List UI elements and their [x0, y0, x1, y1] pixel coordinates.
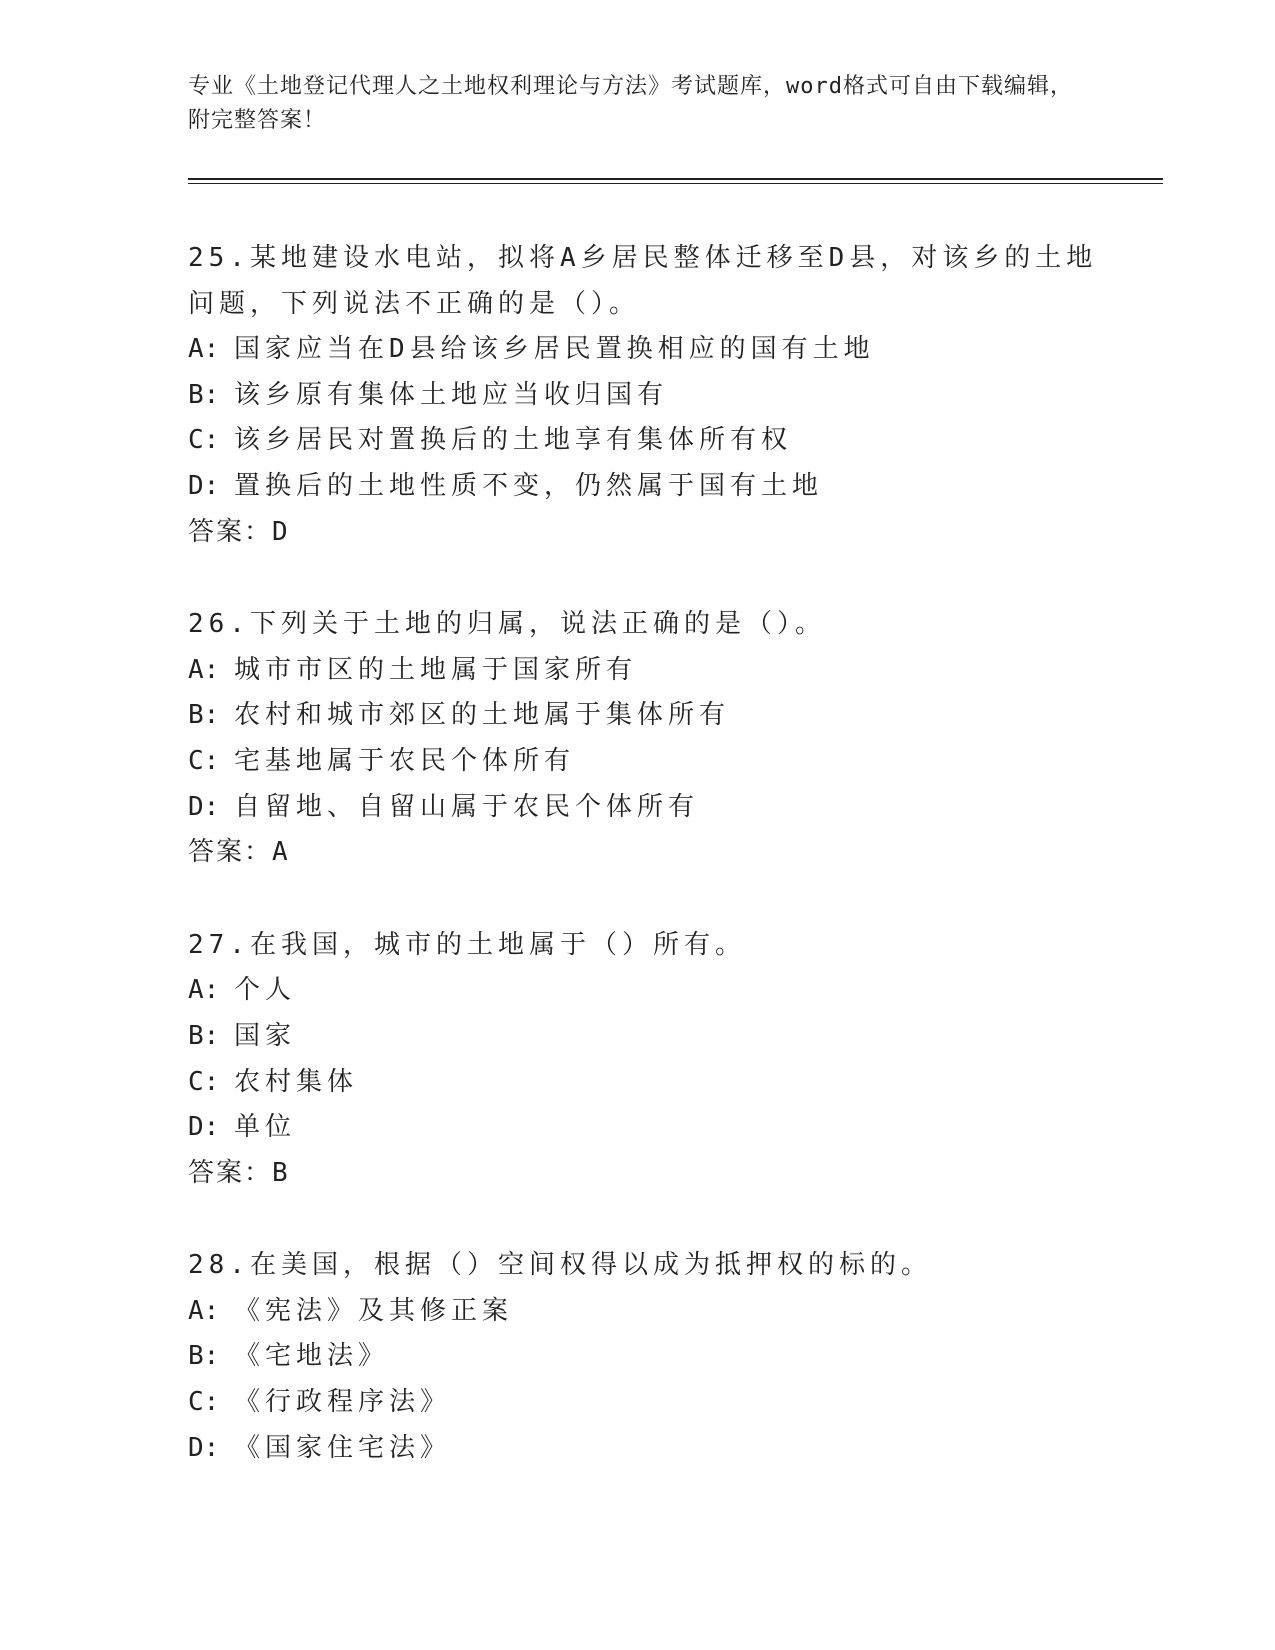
question-27	[188, 923, 1108, 1197]
question-stem: 27.在我国，城市的土地属于（）所有。	[188, 929, 746, 960]
option-letter: D:	[188, 1432, 220, 1463]
option-letter: A:	[188, 1295, 220, 1326]
option-letter: B:	[188, 700, 220, 731]
option-text: 《国家住宅法》	[234, 1432, 452, 1463]
question-stem: 26.下列关于土地的归属，说法正确的是（）。	[188, 609, 826, 640]
option-letter: A:	[188, 334, 220, 365]
option-text: 国家	[234, 1020, 297, 1051]
option-c	[188, 739, 1108, 785]
option-c	[188, 418, 1108, 464]
answer-line: 答案：B	[188, 1157, 290, 1188]
option-text: 自留地、自留山属于农民个体所有	[234, 791, 700, 822]
option-b	[188, 693, 1108, 739]
question-list	[188, 236, 1108, 1518]
header-divider-thick	[188, 178, 1163, 180]
answer-line: 答案：D	[188, 516, 290, 547]
option-letter: D:	[188, 470, 220, 501]
question-25	[188, 236, 1108, 555]
question-stem: 28.在美国，根据（）空间权得以成为抵押权的标的。	[188, 1250, 932, 1281]
option-text: 《宅地法》	[234, 1341, 390, 1372]
option-a	[188, 1289, 1108, 1335]
option-text: 国家应当在D县给该乡居民置换相应的国有土地	[234, 334, 875, 365]
option-text: 城市市区的土地属于国家所有	[234, 654, 638, 685]
option-text: 该乡居民对置换后的土地享有集体所有权	[234, 425, 793, 456]
option-text: 《宪法》及其修正案	[234, 1295, 514, 1326]
option-text: 《行政程序法》	[234, 1387, 452, 1418]
option-text: 农村集体	[234, 1066, 359, 1097]
question-28	[188, 1243, 1108, 1471]
option-b	[188, 1334, 1108, 1380]
option-c	[188, 1060, 1108, 1106]
option-letter: B:	[188, 379, 220, 410]
option-d	[188, 1426, 1108, 1472]
question-26	[188, 602, 1108, 876]
option-text: 宅基地属于农民个体所有	[234, 745, 576, 776]
document-header: 专业《土地登记代理人之土地权利理论与方法》考试题库，word格式可自由下载编辑，附完整答案！	[188, 74, 1073, 133]
option-a	[188, 327, 1108, 373]
option-letter: C:	[188, 745, 220, 776]
question-stem: 25.某地建设水电站，拟将A乡居民整体迁移至D县，对该乡的土地问题，下列说法不正确的是（）。	[188, 243, 1098, 319]
option-a	[188, 648, 1108, 694]
option-letter: B:	[188, 1020, 220, 1051]
option-a	[188, 968, 1108, 1014]
option-text: 该乡原有集体土地应当收归国有	[234, 379, 669, 410]
option-c	[188, 1380, 1108, 1426]
option-d	[188, 785, 1108, 831]
answer-line: 答案：A	[188, 837, 290, 868]
option-text: 个人	[234, 975, 297, 1006]
option-b	[188, 373, 1108, 419]
option-letter: A:	[188, 654, 220, 685]
option-text: 农村和城市郊区的土地属于集体所有	[234, 700, 731, 731]
option-b	[188, 1014, 1108, 1060]
option-letter: C:	[188, 1387, 220, 1418]
header-divider-thin	[188, 183, 1163, 184]
option-d	[188, 464, 1108, 510]
option-letter: D:	[188, 1112, 220, 1143]
option-text: 置换后的土地性质不变，仍然属于国有土地	[234, 470, 824, 501]
option-text: 单位	[234, 1112, 297, 1143]
option-letter: A:	[188, 975, 220, 1006]
option-letter: D:	[188, 791, 220, 822]
option-letter: C:	[188, 1066, 220, 1097]
option-d	[188, 1105, 1108, 1151]
option-letter: B:	[188, 1341, 220, 1372]
option-letter: C:	[188, 425, 220, 456]
